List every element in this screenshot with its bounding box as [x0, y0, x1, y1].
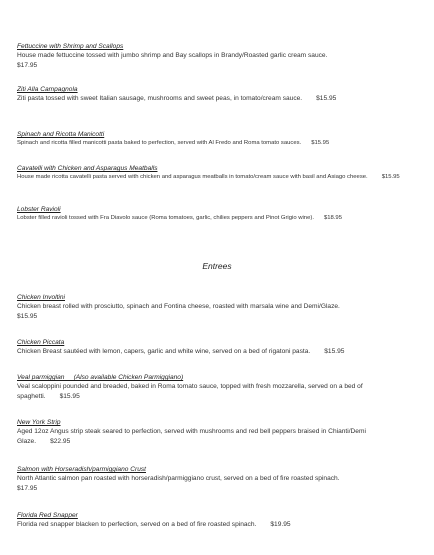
menu-item — [17, 131, 417, 148]
entree-item — [17, 512, 417, 530]
menu-item-price: $15.95 — [17, 313, 38, 320]
menu-item-name: Veal parmiggian (Also available Chicken Parmiggiano) — [17, 374, 184, 381]
entree-item — [17, 294, 417, 322]
menu-item-price: $17.95 — [17, 485, 38, 492]
entree-item — [17, 339, 417, 357]
menu-item — [17, 86, 417, 104]
menu-item-price: $15.95 — [59, 393, 80, 400]
section-heading-entrees: Entrees — [202, 261, 232, 271]
menu-item-description: Chicken Breast sautéed with lemon, capers, garlic and white wine, served on a bed of rigatoni pasta. $15.95 — [17, 348, 345, 355]
menu-item-name: Spinach and Ricotta Manicotti — [17, 131, 105, 138]
menu-item-description: House made ricotta cavatelli pasta served with chicken and asparagus meatballs in tomato/cream sauce with basil and Asiago cheese. $15.95 — [17, 174, 400, 180]
menu-item-name: Fettuccine with Shrimp and Scallops — [17, 43, 124, 50]
entree-item — [17, 419, 417, 447]
menu-item-description: Veal scaloppini pounded and breaded, baked in Roma tomato sauce, topped with fresh mozzarella, served on a bed of spaghetti. $15.95 — [17, 383, 363, 400]
menu-item-name: New York Strip — [17, 419, 61, 426]
menu-item-price: $22.95 — [50, 438, 71, 445]
menu-item-name: Salmon with Horseradish/parmiggiano Crust — [17, 466, 146, 473]
menu-item-name: Chicken Piccata — [17, 339, 65, 346]
menu-item-description: Chicken breast rolled with prosciutto, spinach and Fontina cheese, roasted with marsala wine and Demi/Glaze. $15.95 — [17, 303, 340, 320]
menu-item-name: Chicken Involtini — [17, 294, 66, 301]
menu-item-name: Florida Red Snapper — [17, 512, 78, 519]
menu-item-name: Ziti Alla Campagnola — [17, 86, 78, 93]
menu-item-price: $17.95 — [17, 62, 38, 69]
menu-item-description: Ziti pasta tossed with sweet Italian sausage, mushrooms and sweet peas, in tomato/cream sauce. $15.95 — [17, 95, 337, 102]
entree-item — [17, 466, 417, 494]
menu-item — [17, 165, 417, 182]
menu-item-description: Aged 12oz Angus strip steak seared to perfection, served with mushrooms and red bell peppers braised in Chianti/Demi Glaze. $22.95 — [17, 428, 366, 445]
entree-item — [17, 374, 417, 402]
menu-item-description: Florida red snapper blacken to perfection, served on a bed of fire roasted spinach. $19.95 — [17, 521, 291, 528]
menu-item-price: $18.95 — [323, 215, 342, 221]
menu-item — [17, 206, 417, 223]
menu-item-description: North Atlantic salmon pan roasted with horseradish/parmiggiano crust, served on a bed of fire roasted spinach. $17.95 — [17, 475, 340, 492]
menu-item-name: Lobster Ravioli — [17, 206, 61, 213]
menu-item-description: Spinach and ricotta filled manicotti pasta baked to perfection, served with Al Fredo and Roma tomato sauces. $15.95 — [17, 140, 330, 146]
menu-item-price: $15.95 — [316, 95, 337, 102]
menu-item-price: $15.95 — [381, 174, 400, 180]
menu-item-description: Lobster filled ravioli tossed with Fra Diavolo sauce (Roma tomatoes, garlic, chilies peppers and Pinot Grigio wine). $18.95 — [17, 215, 342, 221]
menu-item-description: House made fettuccine tossed with jumbo shrimp and Bay scallops in Brandy/Roasted garlic cream sauce. $17.95 — [17, 52, 328, 69]
menu-item-price: $19.95 — [270, 521, 291, 528]
menu-item — [17, 43, 417, 71]
menu-item-price: $15.95 — [324, 348, 345, 355]
menu-item-name: Cavatelli with Chicken and Asparagus Meatballs — [17, 165, 158, 172]
menu-item-price: $15.95 — [311, 140, 330, 146]
